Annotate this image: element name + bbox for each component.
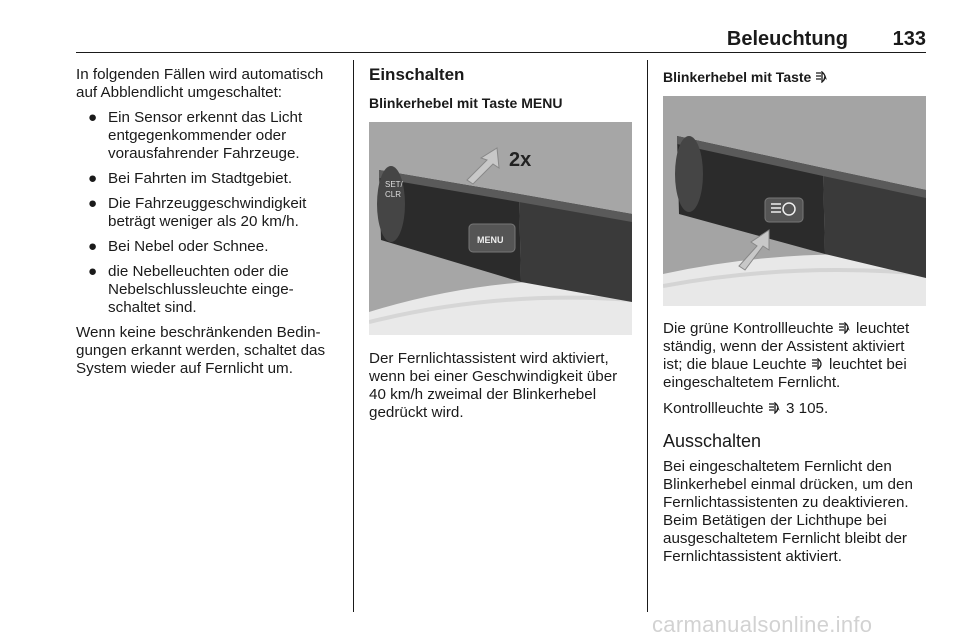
lever-menu-graphic <box>369 122 632 335</box>
page-title: Beleuchtung <box>726 28 848 50</box>
column-3-text <box>663 320 928 566</box>
activation-paragraph: Der Fernlichtassistent wird aktiviert, wenn bei einer Geschwindigkeit über 40 km/h zweimal der Blinkerhebel gedrückt wird. <box>369 350 618 421</box>
page-number: 133 <box>892 28 926 50</box>
outro-paragraph: Wenn keine beschränkenden Bedin-gungen erkannt werden, schaltet das System wieder auf Fernlicht um. <box>76 324 326 377</box>
watermark: carmanualsonline.info <box>652 612 873 637</box>
column-1 <box>76 66 344 378</box>
high-beam-assist-icon <box>768 402 782 414</box>
column-2 <box>369 66 635 112</box>
figure-caption-heading-2: Blinkerhebel mit Taste A <box>663 68 928 86</box>
deactivation-paragraph: Bei eingeschaltetem Fernlicht den Blinkerhebel einmal drücken, um den Fernlichtassistenten zu deaktivieren. Beim Betätigen der Lichthupe bei ausgeschaltetem Fernlicht bleibt der Fernlichtassistent aktiviert. <box>663 458 913 565</box>
intro-paragraph: In folgenden Fällen wird automatisch auf Abblendlicht umgeschaltet: <box>76 66 324 101</box>
list-item: ● Ein Sensor erkennt das Licht entgegenkommender oder vorausfahrender Fahrzeuge. <box>88 109 303 162</box>
column-2-text <box>369 350 635 422</box>
figure-caption-heading: Blinkerhebel mit Taste MENU <box>369 95 563 111</box>
bullet-icon: ● <box>88 195 98 212</box>
lever-clr-label: CLR <box>385 190 402 199</box>
header-rule <box>76 52 926 53</box>
column-3 <box>663 66 928 86</box>
bullet-icon: ● <box>88 109 98 126</box>
high-beam-assist-icon <box>838 322 852 334</box>
section-heading-ausschalten: Ausschalten <box>663 431 762 451</box>
lever-assist-illustration <box>663 96 926 306</box>
page-reference[interactable]: 105. <box>798 400 829 417</box>
section-heading-einschalten: Einschalten <box>369 65 465 84</box>
bullet-icon: ● <box>88 238 98 255</box>
column-divider-1 <box>353 60 354 612</box>
bullet-icon: ● <box>88 170 98 187</box>
reference-line: Kontrollleuchte A 3 105. <box>663 400 829 417</box>
assist-button <box>765 198 803 222</box>
menu-button-label: MENU <box>477 235 504 245</box>
column-divider-2 <box>647 60 648 612</box>
condition-list <box>76 109 344 317</box>
list-item: ● Die Fahrzeuggeschwindigkeit beträgt weniger als 20 km/h. <box>88 195 307 230</box>
list-item: ● Bei Fahrten im Stadtgebiet. <box>88 170 293 187</box>
lever-assist-graphic <box>663 96 926 306</box>
press-count-label: 2x <box>509 149 532 171</box>
svg-text:A: A <box>776 406 780 413</box>
list-item: ● die Nebelleuchten oder die Nebelschlussleuchte einge-schaltet sind. <box>88 263 294 316</box>
high-beam-icon <box>811 358 825 370</box>
high-beam-assist-icon <box>815 71 829 83</box>
lever-set-label: SET/ <box>385 180 403 189</box>
bullet-icon: ● <box>88 263 98 280</box>
indicator-paragraph: Die grüne Kontrollleuchte A leuchtet ständig, wenn der Assistent aktiviert ist; die blaue Leuchte leuchtet bei eingeschaltetem Fernlicht. <box>663 320 910 391</box>
svg-text:A: A <box>846 326 850 333</box>
lever-menu-illustration <box>369 122 632 335</box>
list-item: ● Bei Nebel oder Schnee. <box>88 238 269 255</box>
svg-text:A: A <box>823 75 828 82</box>
page-reference-arrow-icon: 3 <box>785 400 795 417</box>
